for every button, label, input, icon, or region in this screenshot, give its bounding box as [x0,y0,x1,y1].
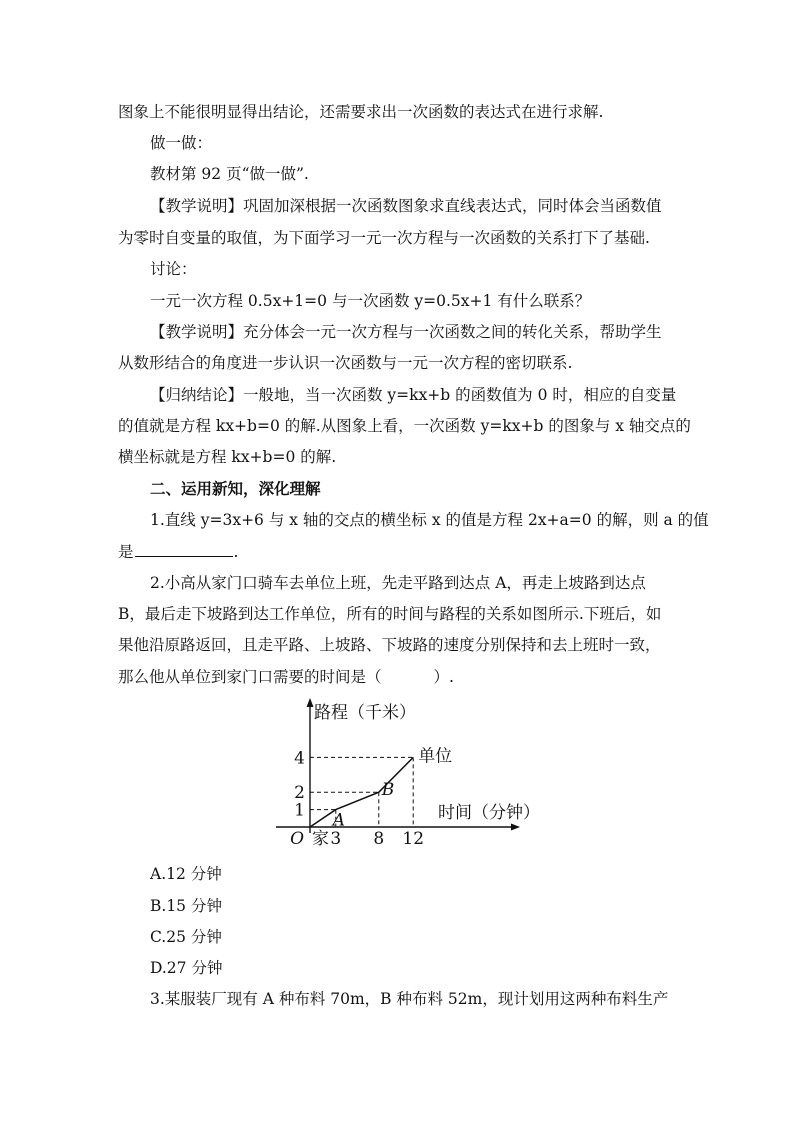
y-tick-label: 2 [294,783,305,804]
text-line: 教材第 92 页“做一做”. [150,165,309,183]
text-line: 图象上不能很明显得出结论，还需要求出一次函数的表达式在进行求解. [118,103,604,121]
answer-blank[interactable] [135,541,233,557]
text-line: 一元一次方程 0.5x+1=0 与一次函数 y=0.5x+1 有什么联系？ [150,292,591,310]
option-b[interactable]: B.15 分钟 [150,897,222,915]
question-stem: 那么他从单位到家门口需要的时间是（ [118,668,382,686]
text-line: 讨论： [150,260,197,278]
distance-time-graph [268,695,568,855]
text-line: 为零时自变量的取值，为下面学习一元一次方程与一次函数的关系打下了基础. [118,229,650,247]
text-line: 横坐标就是方程 kx+b=0 的解. [118,448,337,466]
question-1-answer-line [118,541,683,562]
x-tick-label: 12 [402,829,425,849]
home-label: 家 [312,829,329,849]
text-line: 做一做： [150,134,213,152]
text-line: 【教学说明】充分体会一元一次方程与一次函数之间的转化关系，帮助学生 [150,323,662,341]
point-label-b: B [381,780,395,801]
text-line: B，最后走下坡路到达工作单位，所有的时间与路程的关系如图所示.下班后，如 [118,605,662,623]
y-axis-label: 路程（千米） [314,703,416,723]
x-axis-label: 时间（分钟） [438,803,540,823]
option-d[interactable]: D.27 分钟 [150,959,223,977]
text-line: 果他沿原路返回，且走平路、上坡路、下坡路的速度分别保持和去上班时一致， [118,636,661,654]
text-line: 从数形结合的角度进一步认识一次函数与一元一次方程的密切联系. [118,354,573,372]
section-heading: 二、运用新知，深化理解 [150,479,321,498]
x-axis-arrow [511,824,520,831]
text-line: 的值就是方程 kx+b=0 的解.从图象上看，一次函数 y=kx+b 的图象与 x 轴交点的 [118,417,691,435]
answer-suffix: . [233,543,239,561]
y-axis-arrow [307,698,314,707]
point-label-a: A [332,810,346,831]
question-1-line: 1.直线 y=3x+6 与 x 轴的交点的横坐标 x 的值是方程 2x+a=0 的解，则 a 的值 [150,511,709,529]
option-c[interactable]: C.25 分钟 [150,928,222,946]
option-a[interactable]: A.12 分钟 [150,865,222,883]
text-line [118,667,683,687]
end-label: 单位 [418,746,453,767]
answer-prefix: 是 [118,543,134,561]
x-tick-label: 8 [373,829,385,849]
origin-label: O [290,829,304,849]
question-stem-end: ）. [433,668,454,686]
y-tick-label: 4 [294,748,305,769]
y-tick-label: 1 [294,800,305,821]
question-2-line: 2.小高从家门口骑车去单位上班，先走平路到达点 A，再走上坡路到达点 [150,574,646,592]
text-line: 【教学说明】巩固加深根据一次函数图象求直线表达式，同时体会当函数值 [150,197,662,215]
question-3-line: 3.某服装厂现有 A 种布料 70m，B 种布料 52m，现计划用这两种布料生产 [150,990,669,1008]
text-line: 【归纳结论】一般地，当一次函数 y=kx+b 的函数值为 0 时，相应的自变量 [150,386,677,404]
x-tick-label: 3 [330,829,342,849]
